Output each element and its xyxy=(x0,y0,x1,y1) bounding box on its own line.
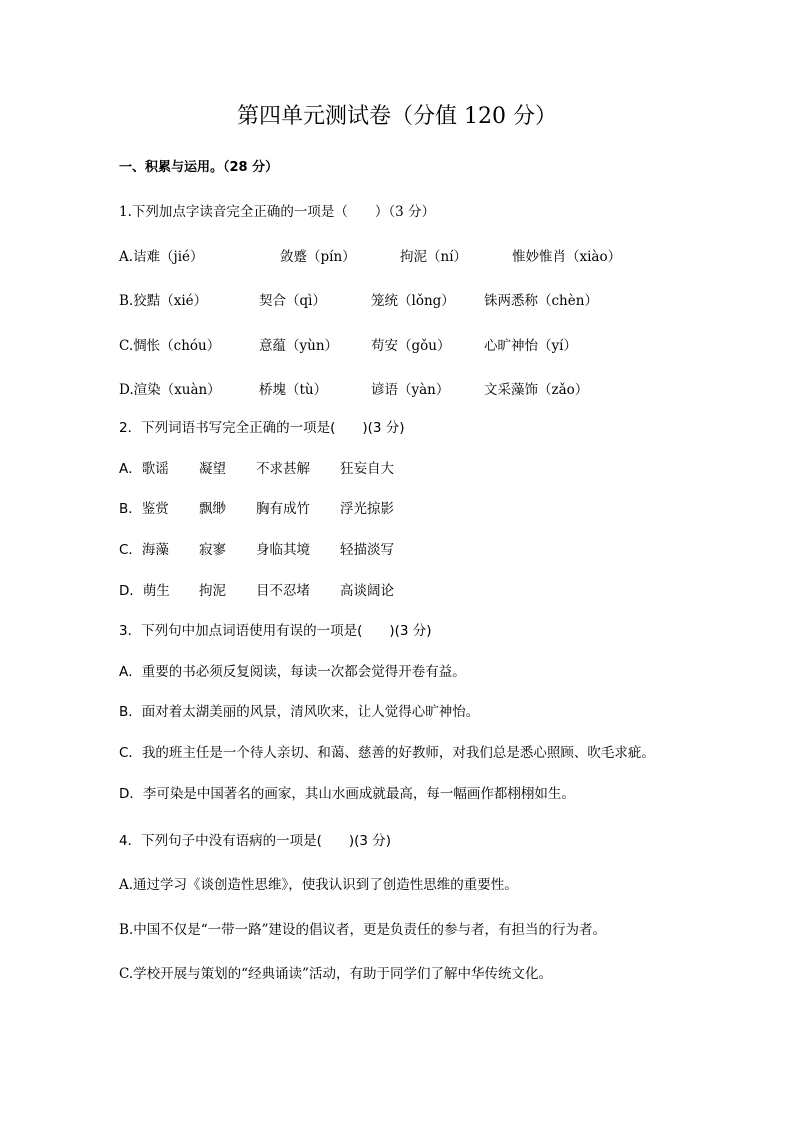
option-item: C．海藻 xyxy=(119,542,169,558)
option-item: 拘泥 xyxy=(199,583,226,599)
option-item: 目不忍堵 xyxy=(256,583,310,599)
option-item: 拘泥（ní） xyxy=(400,249,468,265)
option-item: B.狡黠（xié） xyxy=(119,293,208,309)
option-item: B．鉴赏 xyxy=(119,501,169,517)
question-4-option-b: B.中国不仅是“一带一路”建设的倡议者，更是负责任的参与者，有担当的行为者。 xyxy=(119,922,607,938)
option-item: C.惆怅（chóu） xyxy=(119,338,221,354)
question-4-option-a: A.通过学习《谈创造性思维》，使我认识到了创造性思维的重要性。 xyxy=(119,877,518,893)
question-4-stem: 4．下列句子中没有语病的一项是( )(3 分) xyxy=(119,833,392,849)
question-1-stem: 1.下列加点字读音完全正确的一项是（ ）（3 分） xyxy=(119,204,436,220)
option-item: 身临其境 xyxy=(256,542,310,558)
option-item: D.渲染（xuàn） xyxy=(119,382,221,398)
option-item: 铢两悉称（chèn） xyxy=(484,293,598,309)
option-item: 凝望 xyxy=(199,461,226,477)
option-item: 敛蹙（pín） xyxy=(280,249,356,265)
option-item: 意蕴（yùn） xyxy=(259,338,339,354)
option-item: 桥塊（tù） xyxy=(259,382,328,398)
option-item: 文采藻饰（zǎo） xyxy=(484,382,589,398)
question-3-option-a: A．重要的书必须反复阅读，每读一次都会觉得开卷有益。 xyxy=(119,664,466,680)
option-item: 笼统（lǒng） xyxy=(371,293,455,309)
section-heading: 一、积累与运用。（28 分） xyxy=(119,160,279,175)
option-item: 谚语（yàn） xyxy=(371,382,450,398)
option-item: 惟妙惟肖（xiào） xyxy=(512,249,622,265)
option-item: D．萌生 xyxy=(119,583,170,599)
question-3-stem: 3．下列句中加点词语使用有误的一项是( )(3 分) xyxy=(119,623,432,639)
option-item: 契合（qì） xyxy=(259,293,326,309)
option-item: 飘缈 xyxy=(199,501,226,517)
option-item: A．歌谣 xyxy=(119,461,169,477)
option-item: 不求甚解 xyxy=(256,461,310,477)
question-4-option-c: C.学校开展与策划的“经典诵读”活动，有助于同学们了解中华传统文化。 xyxy=(119,966,552,982)
option-item: 胸有成竹 xyxy=(256,501,310,517)
page-title: 第四单元测试卷（分值 120 分） xyxy=(237,104,557,129)
option-item: A.诘难（jié） xyxy=(119,249,204,265)
option-item: 高谈阔论 xyxy=(340,583,394,599)
question-3-option-c: C．我的班主任是一个待人亲切、和蔼、慈善的好教师，对我们总是悉心照顾、吹毛求疵。 xyxy=(119,745,655,761)
question-2-stem: 2．下列词语书写完全正确的一项是( )(3 分) xyxy=(119,420,405,436)
option-item: 寂寥 xyxy=(199,542,226,558)
question-3-option-d: D．李可染是中国著名的画家，其山水画成就最高，每一幅画作都栩栩如生。 xyxy=(119,786,575,802)
option-item: 苟安（gǒu） xyxy=(371,338,451,354)
option-item: 轻描淡写 xyxy=(340,542,394,558)
question-3-option-b: B．面对着太湖美丽的风景，清风吹来，让人觉得心旷神怡。 xyxy=(119,704,480,720)
option-item: 心旷神怡（yí） xyxy=(484,338,577,354)
option-item: 狂妄自大 xyxy=(340,461,394,477)
option-item: 浮光掠影 xyxy=(340,501,394,517)
